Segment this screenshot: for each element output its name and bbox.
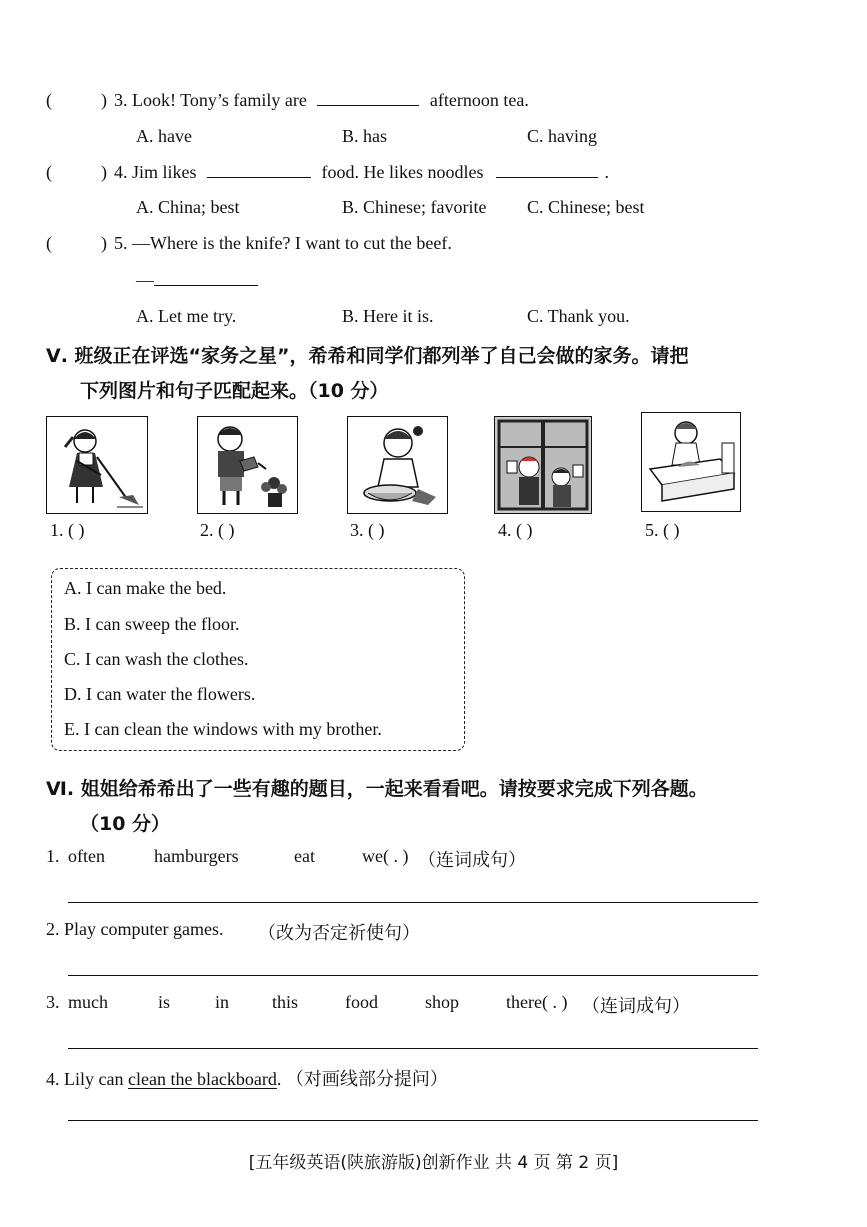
q4-option-a: A. China; best	[136, 197, 240, 217]
option-d: D. I can water the flowers.	[64, 684, 256, 704]
q4-text-pre: 4. Jim likes	[114, 162, 197, 182]
s6-q4-text-post: .	[276, 1069, 282, 1089]
q4-text-mid: food. He likes noodles	[321, 162, 484, 182]
q4-paren-open: (	[46, 162, 52, 182]
s6-q3-word-5: food	[345, 992, 378, 1012]
boy-watering-illustration	[198, 417, 297, 513]
q4-text-post: .	[604, 162, 609, 182]
picture-1-girl-sweeping	[46, 416, 148, 514]
section6-title-line1: Ⅵ. 姐姐给希希出了一些有趣的题目，一起来看看吧。请按要求完成下列各题。	[46, 778, 708, 800]
making-bed-illustration	[642, 413, 740, 511]
q4-paren-close: )	[101, 162, 107, 182]
q5-answer-blank[interactable]	[154, 284, 258, 286]
q3-answer-blank[interactable]	[317, 104, 419, 106]
s6-q1-word-2: hamburgers	[154, 846, 239, 866]
q4-option-b: B. Chinese; favorite	[342, 197, 487, 217]
girl-sweeping-illustration	[47, 417, 147, 513]
q3-text-pre: 3. Look! Tony’s family are	[114, 90, 307, 110]
s6-q3-word-4: this	[272, 992, 299, 1012]
s6-q1-answer-line[interactable]	[68, 902, 758, 903]
s6-q3-answer-line[interactable]	[68, 1048, 758, 1049]
picture-5-answer[interactable]: 5. ( )	[645, 520, 680, 540]
q4-option-c: C. Chinese; best	[527, 197, 645, 217]
q3-text-post: afternoon tea.	[429, 90, 529, 110]
s6-q1-word-1: often	[68, 846, 105, 866]
s6-q1-instruction: （连词成句）	[418, 850, 526, 871]
q3-paren-open: (	[46, 90, 52, 110]
s6-q3-number: 3.	[46, 992, 60, 1012]
picture-2-boy-watering-flowers	[197, 416, 298, 514]
q3-option-a: A. have	[136, 126, 192, 146]
q5-paren-open: (	[46, 233, 52, 253]
q5-option-b: B. Here it is.	[342, 306, 434, 326]
s6-q1-word-4: we( . )	[362, 846, 409, 866]
picture-4-answer[interactable]: 4. ( )	[498, 520, 533, 540]
picture-3-answer[interactable]: 3. ( )	[350, 520, 385, 540]
q3-stem	[114, 90, 529, 111]
option-c: C. I can wash the clothes.	[64, 649, 249, 669]
q4-stem	[114, 162, 609, 183]
girl-washing-illustration	[348, 417, 447, 513]
picture-1-answer[interactable]: 1. ( )	[50, 520, 85, 540]
picture-5-making-the-bed	[641, 412, 741, 512]
s6-q4-instruction: （对画线部分提问）	[285, 1069, 448, 1090]
q5-dash: —	[136, 270, 154, 290]
cleaning-windows-illustration	[495, 417, 591, 513]
s6-q3-word-3: in	[215, 992, 230, 1012]
s6-q2-answer-line[interactable]	[68, 975, 758, 976]
q5-response	[136, 270, 258, 291]
s6-q3-word-2: is	[158, 992, 171, 1012]
s6-q2-text: 2. Play computer games.	[46, 919, 224, 939]
s6-q3-word-7: there( . )	[506, 992, 568, 1012]
q5-stem: 5. —Where is the knife? I want to cut the beef.	[114, 233, 452, 253]
picture-3-girl-washing-clothes	[347, 416, 448, 514]
q5-option-a: A. Let me try.	[136, 306, 237, 326]
picture-4-cleaning-windows	[494, 416, 592, 514]
page-footer: [五年级英语(陕旅游版)创新作业 共 4 页 第 2 页]	[248, 1153, 619, 1173]
picture-2-answer[interactable]: 2. ( )	[200, 520, 235, 540]
q3-option-c: C. having	[527, 126, 597, 146]
s6-q4-text-pre: 4. Lily can	[46, 1069, 128, 1089]
q4-answer-blank-1[interactable]	[207, 176, 311, 178]
option-a: A. I can make the bed.	[64, 578, 227, 598]
option-e: E. I can clean the windows with my brother.	[64, 719, 382, 739]
section6-title-line2: （10 分）	[80, 813, 171, 835]
s6-q3-instruction: （连词成句）	[582, 996, 690, 1017]
s6-q4-stem	[46, 1065, 448, 1091]
s6-q2-instruction: （改为否定祈使句）	[258, 923, 420, 944]
option-b: B. I can sweep the floor.	[64, 614, 240, 634]
s6-q4-answer-line[interactable]	[68, 1120, 758, 1121]
q5-option-c: C. Thank you.	[527, 306, 630, 326]
q4-answer-blank-2[interactable]	[496, 176, 598, 178]
s6-q4-underlined-phrase: clean the blackboard	[127, 1069, 277, 1089]
q5-paren-close: )	[101, 233, 107, 253]
s6-q1-word-3: eat	[294, 846, 315, 866]
s6-q3-word-1: much	[68, 992, 108, 1012]
s6-q3-word-6: shop	[425, 992, 460, 1012]
q3-option-b: B. has	[342, 126, 387, 146]
section5-title-line2: 下列图片和句子匹配起来。（10 分）	[80, 380, 389, 402]
section5-title-line1: Ⅴ. 班级正在评选“家务之星”，希希和同学们都列举了自己会做的家务。请把	[46, 345, 689, 367]
q3-paren-close: )	[101, 90, 107, 110]
s6-q1-number: 1.	[46, 846, 60, 866]
